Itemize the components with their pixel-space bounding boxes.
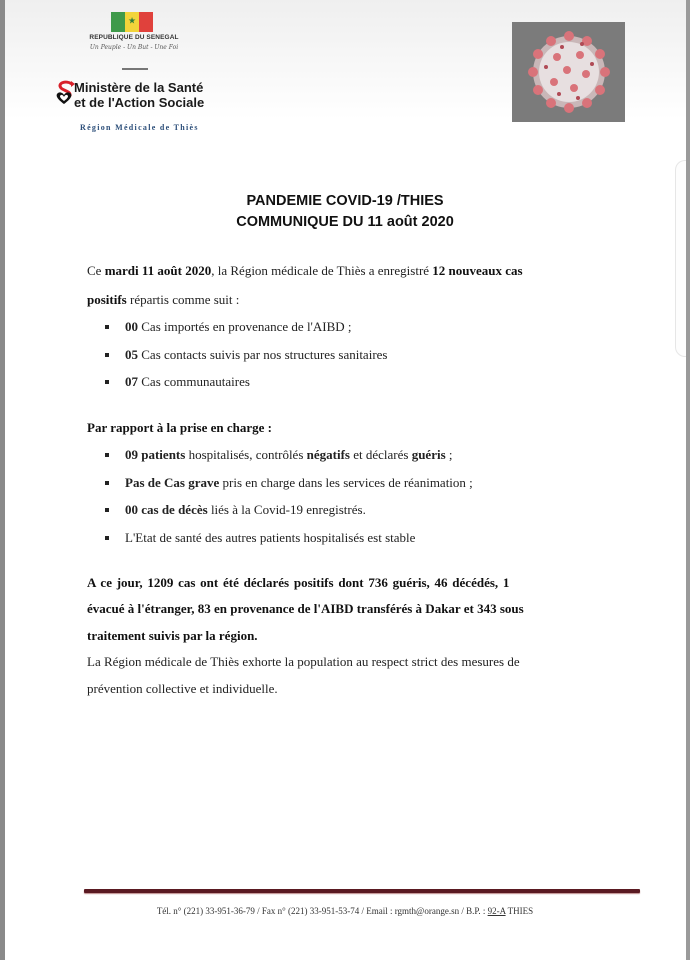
- care-heading: [87, 420, 272, 436]
- intro-text: Ce: [87, 263, 105, 278]
- care-bold: négatifs: [306, 447, 350, 462]
- case-label: Cas importés en provenance de l'AIBD ;: [138, 319, 352, 334]
- intro-line2: [87, 292, 239, 308]
- document-subtitle: COMMUNIQUE DU 11 août 2020: [236, 214, 454, 230]
- care-bold: 00 cas de décès: [125, 502, 208, 517]
- intro-date: mardi 11 août 2020: [104, 263, 212, 278]
- header-divider: [122, 68, 148, 70]
- exhort-line2: prévention collective et individuelle.: [87, 681, 278, 696]
- case-label: Cas communautaires: [138, 374, 250, 389]
- footer-city: THIES: [505, 906, 534, 916]
- care-text: hospitalisés, contrôlés: [185, 447, 307, 462]
- care-text: liés à la Covid-19 enregistrés.: [207, 502, 366, 517]
- footer-contact: [0, 906, 690, 916]
- care-text: et déclarés: [349, 447, 412, 462]
- care-bold: Pas de Cas grave: [125, 475, 220, 490]
- side-panel-handle[interactable]: [675, 160, 686, 357]
- republic-title: REPUBLIQUE DU SENEGAL: [89, 34, 179, 41]
- case-count: 05: [125, 347, 138, 362]
- footer-contact-info: Tél. n° (221) 33-951-36-79 / Fax n° (221) 33-951-53-74 / Email : rgmth@orange.sn / B.P. :: [156, 906, 488, 916]
- exhort-line1: La Région médicale de Thiès exhorte la population au respect strict des mesures de: [87, 654, 520, 669]
- left-frame-edge: [0, 0, 5, 960]
- ministry-line1: Ministère de la Santé: [74, 80, 204, 95]
- case-count: 00: [125, 319, 138, 334]
- intro-new-cases: 12 nouveaux cas: [432, 263, 523, 278]
- care-bold: 09 patients: [125, 447, 186, 462]
- care-heading-text: Par rapport à la prise en charge :: [87, 420, 272, 435]
- intro-line1: [87, 263, 523, 279]
- intro-text: , la Région médicale de Thiès a enregistré: [211, 263, 433, 278]
- summary-line3: traitement suivis par la région.: [87, 628, 258, 643]
- summary-line2: évacué à l'étranger, 83 en provenance de l'AIBD transférés à Dakar et 343 sous: [87, 601, 524, 616]
- national-motto: Un Peuple - Un But - Une Foi: [89, 44, 179, 51]
- care-bold: guéris: [411, 447, 446, 462]
- case-count: 07: [125, 374, 138, 389]
- care-text: ;: [445, 447, 453, 462]
- footer-po-box: 92-A: [487, 906, 506, 916]
- coronavirus-image: [512, 22, 625, 122]
- senegal-flag-icon: ★: [111, 12, 153, 32]
- ministry-line2: et de l'Action Sociale: [74, 95, 205, 110]
- summary-line1: A ce jour, 1209 cas ont été déclarés positifs dont 736 guéris, 46 décédés, 1: [87, 575, 510, 590]
- intro-positive: positifs: [87, 292, 127, 307]
- case-label: Cas contacts suivis par nos structures sanitaires: [138, 347, 388, 362]
- right-frame-edge: [686, 0, 690, 960]
- footer-divider: [84, 889, 640, 893]
- care-text: pris en charge dans les services de réanimation ;: [219, 475, 473, 490]
- ministry-name: [74, 80, 204, 110]
- region-subtitle: Région Médicale de Thiès: [80, 123, 199, 132]
- document-title: PANDEMIE COVID-19 /THIES: [246, 193, 444, 209]
- care-text: L'Etat de santé des autres patients hospitalisés est stable: [125, 530, 416, 545]
- intro-text: répartis comme suit :: [126, 292, 240, 307]
